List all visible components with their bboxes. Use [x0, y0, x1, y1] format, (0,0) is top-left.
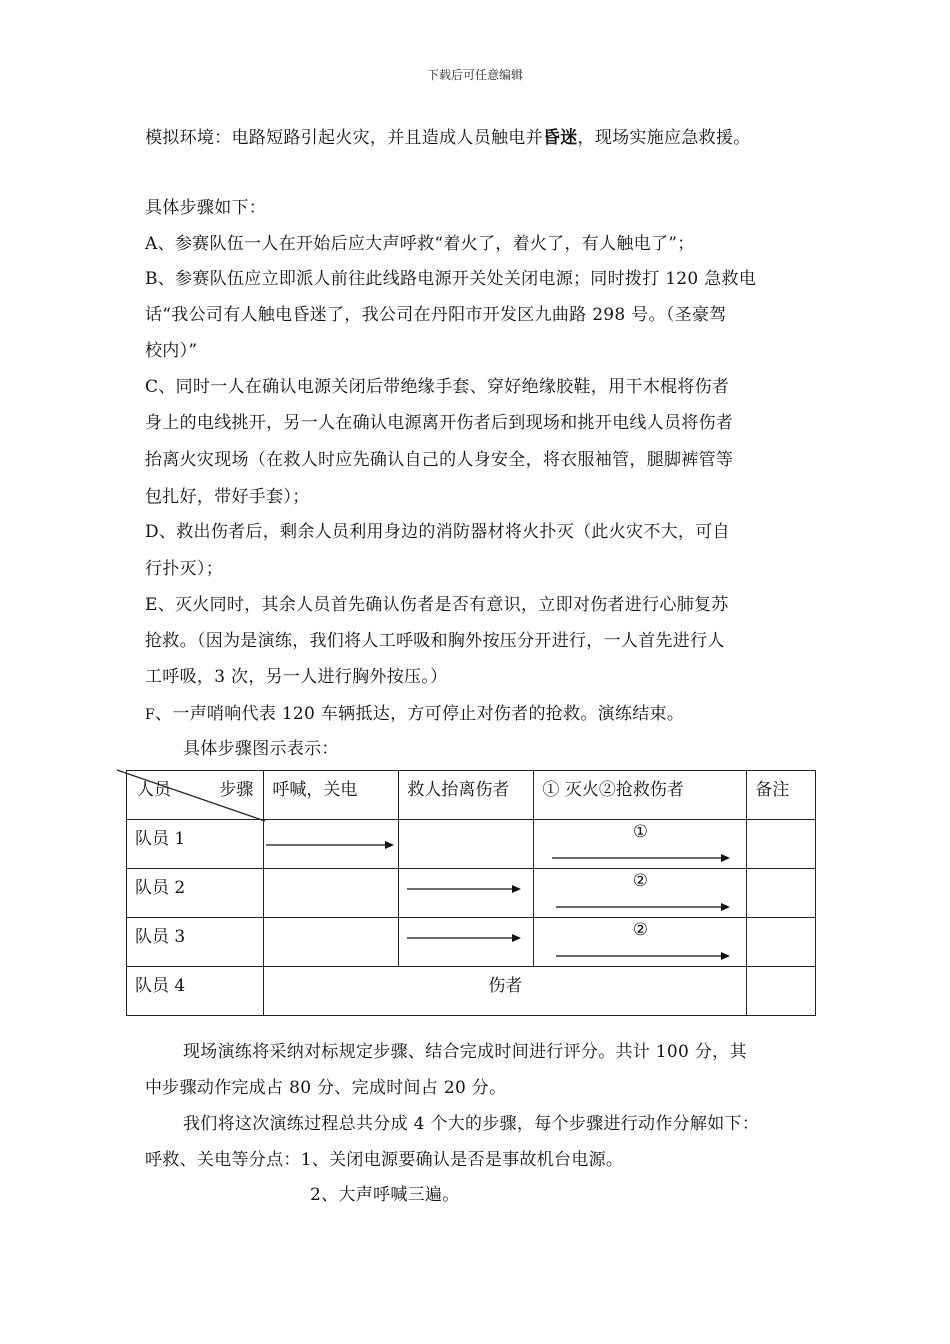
step-e-line3: 工呼吸，3 次，另一人进行胸外按压。） — [145, 667, 448, 687]
arrow-icon — [534, 820, 739, 870]
note-cell — [747, 820, 816, 869]
table-header-cell: ① 灭火②抢救伤者 — [534, 771, 747, 820]
arrow-icon — [264, 820, 399, 870]
step-f-text: 、一声哨响代表 120 车辆抵达，方可停止对伤者的抢救。演练结束。 — [155, 704, 685, 724]
steps-table — [126, 770, 816, 1016]
step3-mark: ② — [632, 920, 648, 940]
step-c-line1: C、同时一人在确认电源关闭后带绝缘手套、穿好绝缘胶鞋，用干木棍将伤者 — [145, 377, 730, 397]
arrow-icon — [534, 869, 739, 919]
intro-prefix: 模拟环境：电路短路引起火灾，并且造成人员触电并 — [145, 128, 543, 148]
row-label: 队员 4 — [127, 967, 264, 1016]
step-f — [145, 702, 684, 727]
step-b-line2: 话“我公司有人触电昏迷了，我公司在丹阳市开发区九曲路 298 号。（圣豪驾 — [145, 305, 727, 325]
scoring-para3: 呼救、关电等分点：1、关闭电源要确认是否是事故机台电源。 — [145, 1150, 624, 1170]
step2-cell — [399, 820, 534, 869]
step3-mark: ② — [632, 871, 648, 891]
step-b-line1: B、参赛队伍应立即派人前往此线路电源开关处关闭电源；同时拨打 120 急救电 — [145, 269, 757, 289]
diagram-heading: 具体步骤图示表示： — [183, 739, 339, 759]
table-corner-cell — [127, 771, 264, 820]
arrow-icon — [534, 918, 739, 968]
corner-label-people: 人员 — [137, 780, 171, 800]
step-c-line4: 包扎好，带好手套）； — [145, 487, 310, 507]
table-row — [127, 869, 816, 918]
intro-bold: 昏迷 — [542, 128, 578, 148]
step2-cell — [399, 869, 534, 918]
row-label: 队员 2 — [127, 869, 264, 918]
step-c-line2: 身上的电线挑开，另一人在确认电源离开伤者后到现场和挑开电线人员将伤者 — [145, 413, 734, 433]
step3-cell — [534, 869, 747, 918]
note-cell — [747, 918, 816, 967]
note-cell — [747, 869, 816, 918]
table-row — [127, 918, 816, 967]
table-row — [127, 967, 816, 1016]
step-c-line3: 抬离火灾现场（在救人时应先确认自己的人身安全，将衣服袖管，腿脚裤管等 — [145, 450, 734, 470]
arrow-icon — [399, 869, 534, 919]
scoring-para4: 2、大声呼喊三遍。 — [310, 1185, 460, 1205]
intro-line — [145, 126, 751, 150]
step1-cell — [264, 820, 399, 869]
step2-cell — [399, 918, 534, 967]
table-header-cell: 呼喊，关电 — [264, 771, 399, 820]
step-e-line1: E、灭火同时，其余人员首先确认伤者是否有意识，立即对伤者进行心肺复苏 — [145, 595, 729, 615]
step-b-line3: 校内）” — [145, 341, 198, 361]
table-header-cell: 救人抬离伤者 — [399, 771, 534, 820]
row-label: 队员 1 — [127, 820, 264, 869]
step1-cell — [264, 918, 399, 967]
scoring-para1-line2: 中步骤动作完成占 80 分、完成时间占 20 分。 — [145, 1078, 507, 1098]
injured-cell: 伤者 — [264, 967, 747, 1016]
note-cell — [747, 967, 816, 1016]
scoring-para1-line1: 现场演练将采纳对标规定步骤、结合完成时间进行评分。共计 100 分，其 — [183, 1042, 747, 1062]
corner-label-steps: 步骤 — [219, 780, 254, 800]
step-a: A、参赛队伍一人在开始后应大声呼救“着火了，着火了，有人触电了”； — [145, 234, 695, 254]
steps-heading: 具体步骤如下： — [145, 198, 267, 218]
page-header: 下载后可任意编辑 — [426, 68, 523, 82]
scoring-para2: 我们将这次演练过程总共分成 4 个大的步骤，每个步骤进行动作分解如下： — [183, 1114, 760, 1134]
step3-mark: ① — [632, 822, 648, 842]
step-f-letter: F — [145, 707, 156, 723]
arrow-icon — [399, 918, 534, 968]
step1-cell — [264, 869, 399, 918]
step-d-line2: 行扑灭）； — [145, 559, 223, 579]
table-header-cell: 备注 — [747, 771, 816, 820]
intro-suffix: ，现场实施应急救援。 — [577, 128, 751, 148]
table-row — [127, 820, 816, 869]
step-e-line2: 抢救。（因为是演练，我们将人工呼吸和胸外按压分开进行，一人首先进行人 — [145, 631, 725, 651]
row-label: 队员 3 — [127, 918, 264, 967]
step3-cell — [534, 918, 747, 967]
step3-cell — [534, 820, 747, 869]
table-header-row — [127, 771, 816, 820]
step-d-line1: D、救出伤者后，剩余人员利用身边的消防器材将火扑灭（此火灾不大，可自 — [145, 522, 730, 542]
